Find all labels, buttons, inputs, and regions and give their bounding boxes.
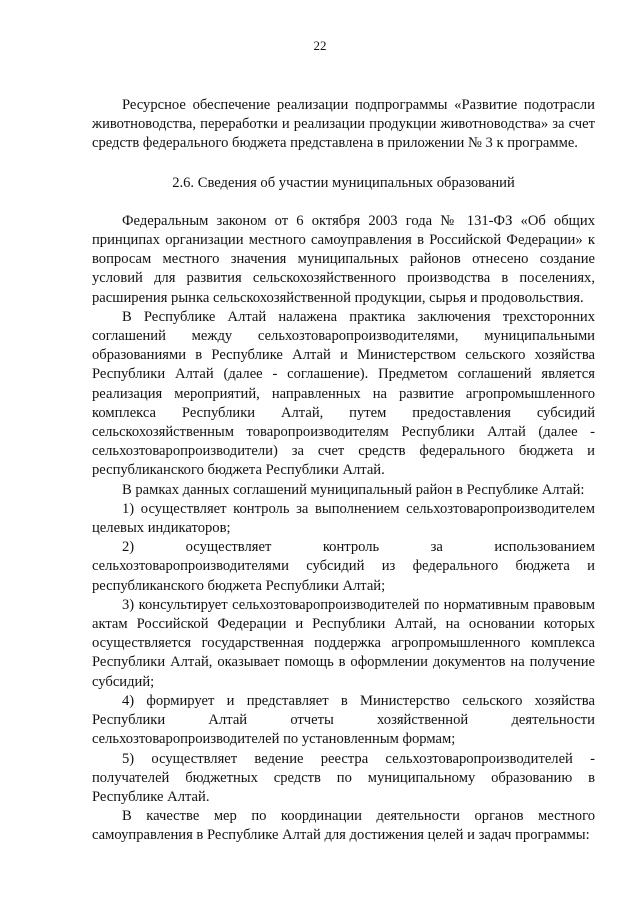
list-item-2: 2) осуществляет контроль за использованием сельхозтоваропроизводителями субсидий из федерального бюджета и республиканского бюджета Республики Алтай; — [92, 539, 595, 594]
section-heading: 2.6. Сведения об участии муниципальных образований — [172, 174, 515, 191]
paragraph-agreement-scope: В рамках данных соглашений муниципальный район в Республике Алтай: — [122, 481, 585, 498]
paragraph-federal-law: Федеральным законом от 6 октября 2003 года № 131-ФЗ «Об общих принципах организации местного самоуправления в Российской Федерации» к вопросам местного значения муниципальных районов отнесено создание условий для развития сельскохозяйственного производства в поселениях, расширения рынка сельскохозяйственной продукции, сырья и продовольствия. — [92, 212, 595, 306]
list-item-1: 1) осуществляет контроль за выполнением сельхозтоваропроизводителем целевых индикаторов; — [92, 500, 595, 537]
paragraph-coordination-measures: В качестве мер по координации деятельности органов местного самоуправления в Республике Алтай для достижения целей и задач программы: — [92, 808, 595, 844]
list-item-3: 3) консультирует сельхозтоваропроизводителей по нормативным правовым актам Российской Федерации и Республики Алтай, на основании которых осуществляется государственная поддержка агропромышленного комплекса Республики Алтай, оказывает помощь в оформлении документов на получение субсидий; — [92, 596, 595, 690]
list-item-4: 4) формирует и представляет в Министерство сельского хозяйства Республики Алтай отчеты хозяйственной деятельности сельхозтоваропроизводителей по установленным формам; — [92, 692, 595, 748]
paragraph-resource-provision: Ресурсное обеспечение реализации подпрограммы «Развитие подотрасли животноводства, переработки и реализации продукции животноводства» за счет средств федерального бюджета представлена в приложении № 3 к программе. — [92, 97, 595, 152]
document-body — [92, 96, 595, 846]
page-number: 22 — [313, 38, 327, 53]
list-item-5: 5) осуществляет ведение реестра сельхозтоваропроизводителей - получателей бюджетных средств по муниципальному образованию в Республике Алтай. — [92, 750, 595, 805]
paragraph-trilateral-agreements: В Республике Алтай налажена практика заключения трехсторонних соглашений между сельхозтоваропроизводителями, муниципальными образованиями в Республике Алтай и Министерством сельского хозяйства Республики Алтай (далее - соглашение). Предметом соглашений является реализация мероприятий, направленных на развитие агропромышленного комплекса Республики Алтай, путем предоставления субсидий сельскохозяйственным товаропроизводителям Республики Алтай (далее - сельхозтоваропроизводители) за счет средств федерального бюджета и республиканского бюджета Республики Алтай. — [92, 308, 595, 479]
